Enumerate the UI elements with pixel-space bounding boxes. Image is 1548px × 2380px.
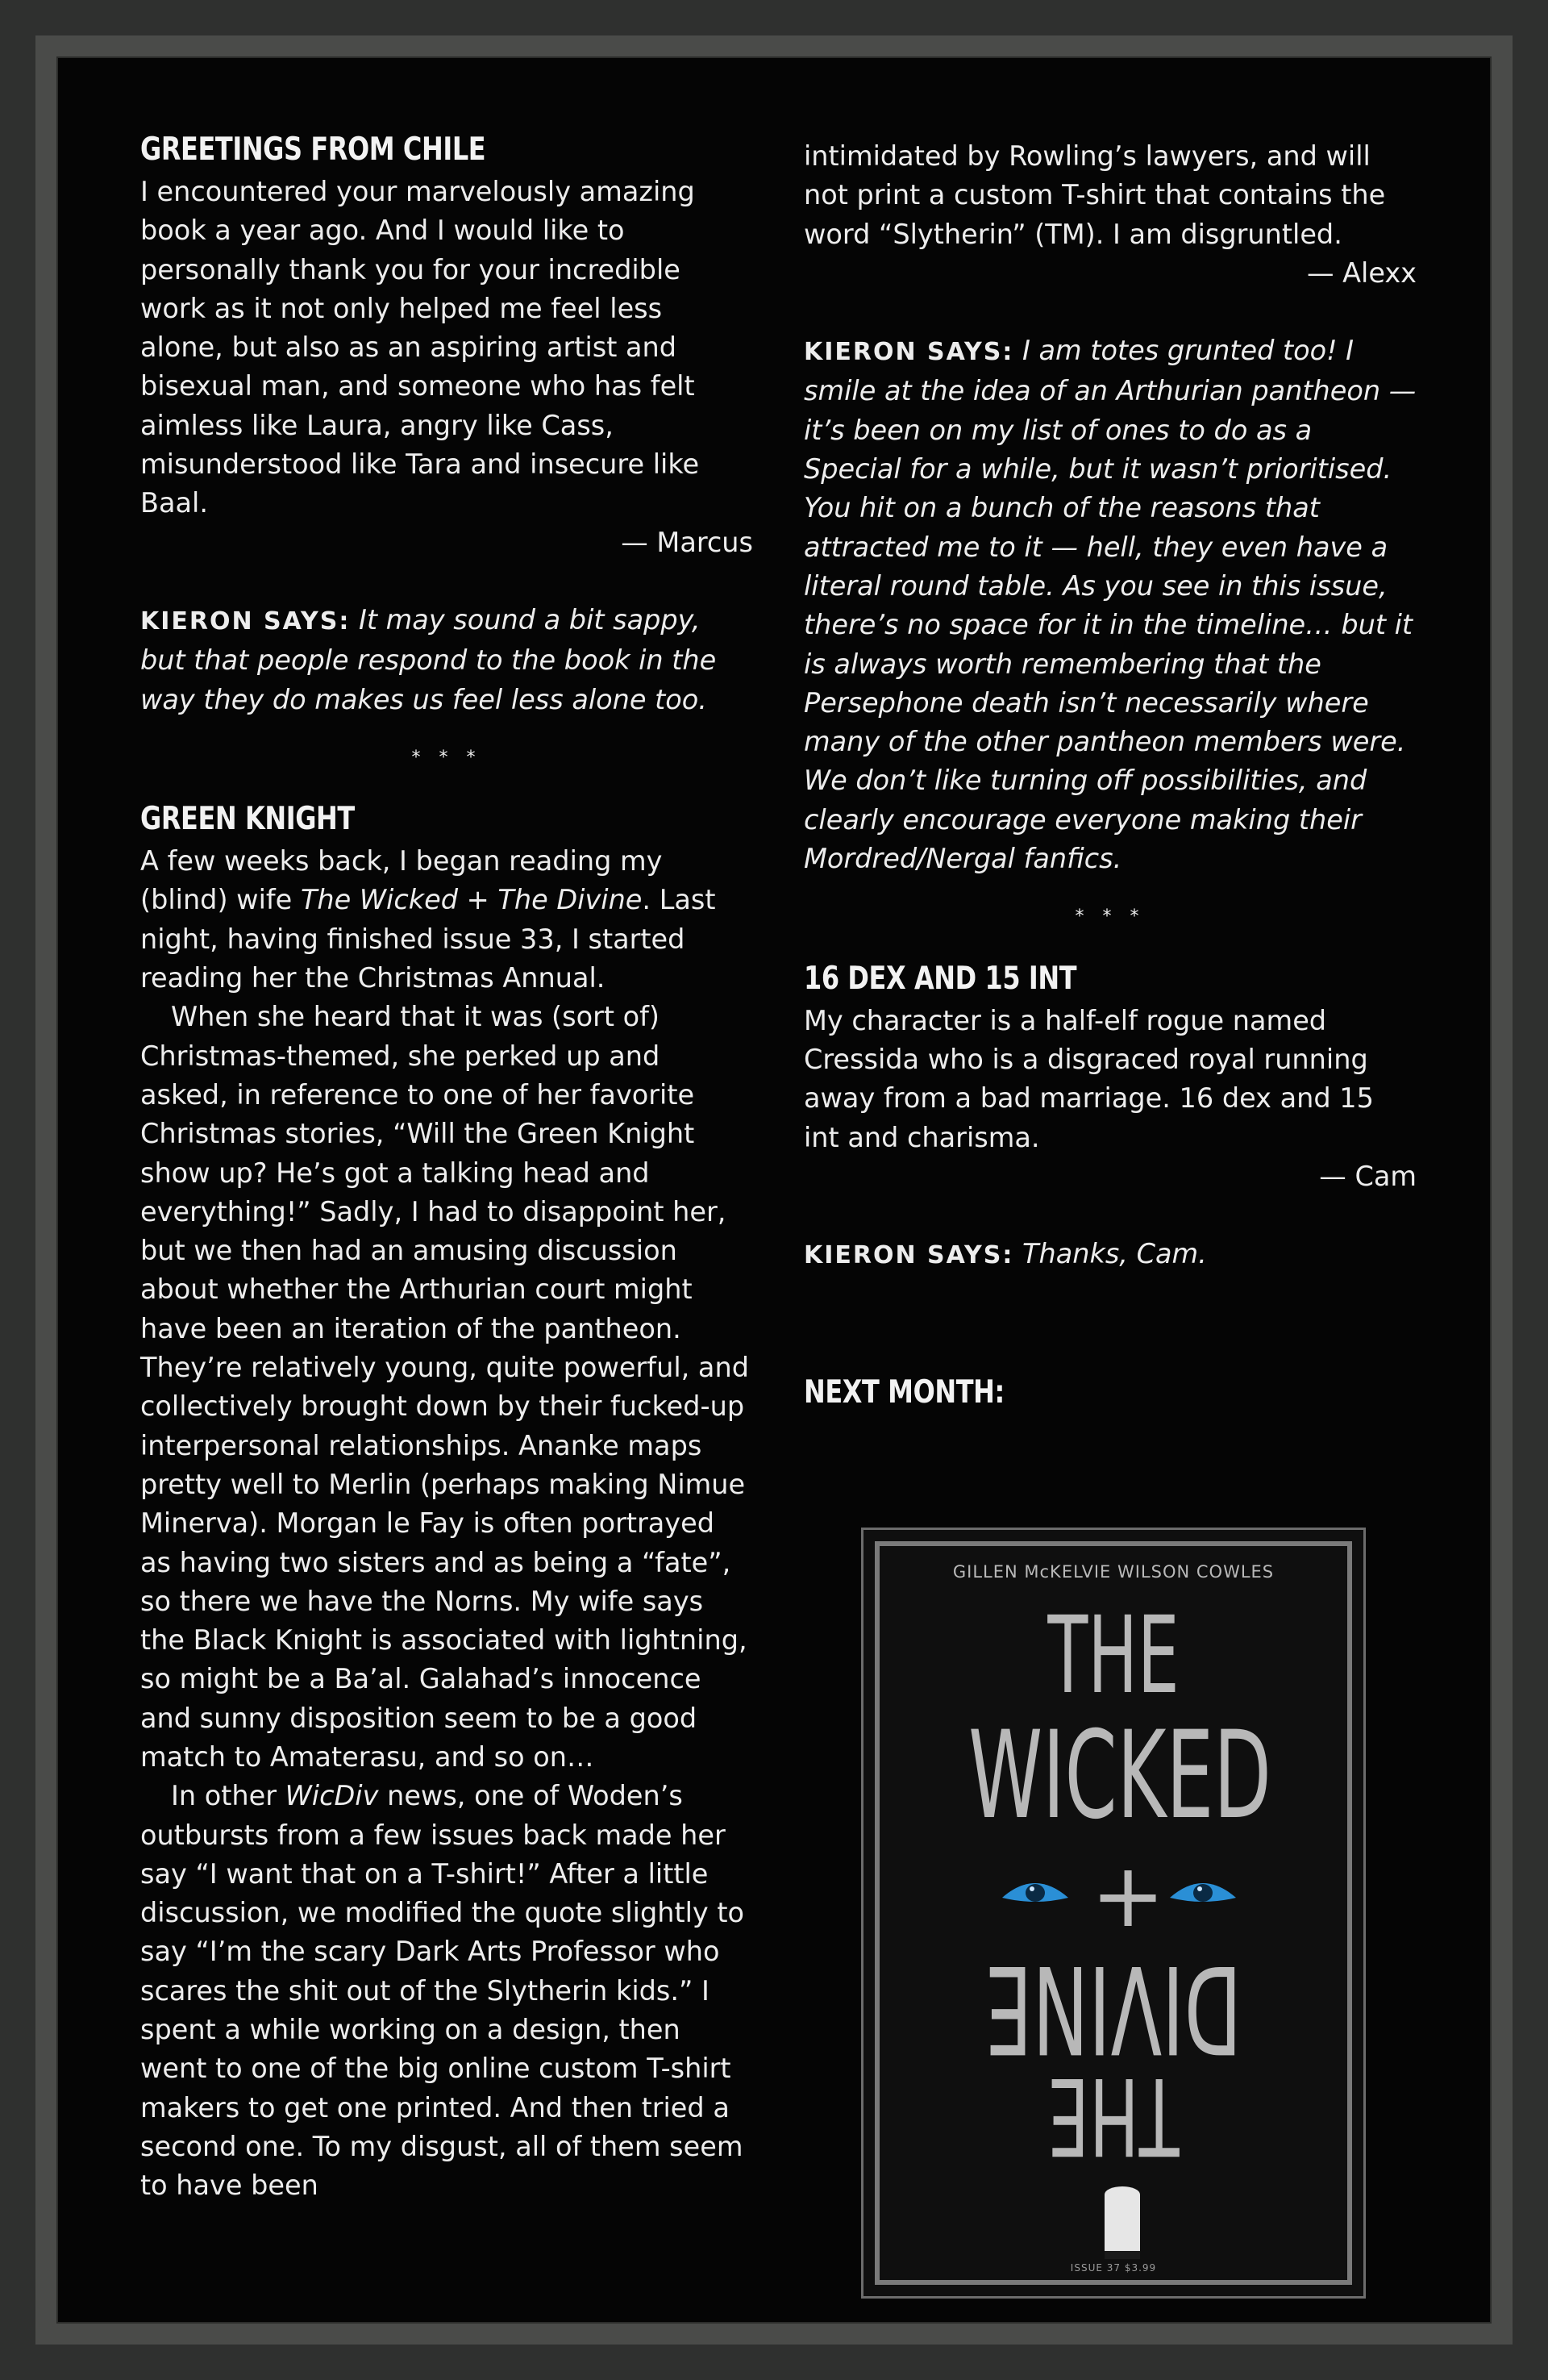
cover-issue-price: ISSUE 37 $3.99 <box>1070 2262 1157 2274</box>
letter-signature: — Cam <box>1319 1160 1417 1192</box>
letter-text: In other <box>171 1780 285 1812</box>
section-separator: * * * <box>1075 907 1146 927</box>
kieron-label: KIERON SAYS: <box>804 1241 1014 1270</box>
book-title: WicDiv <box>285 1780 379 1812</box>
right-column <box>804 137 1417 1415</box>
letter-body: When she heard that it was (sort of) Christmas-themed, she perked up and asked, in reference to one of her favorite Christmas stories, “Will the Green Knight show up? He’s got a talking head and everything!” Sadly, I had to disappoint her, but we then had an amusing discussion about whether the Arthurian court might have been an iteration of the pantheon. They’re relatively young, quite powerful, and collectively brought down by their fucked-up interpersonal relationships. Ananke maps pretty well to Merlin (perhaps making Nimue Minerva). Morgan le Fay is often portrayed as having two sisters and as being a “fate”, so there we have the Norns. My wife says the Black Knight is associated with lightning, so might be a Ba’al. Galahad’s innocence and sunny disposition seem to be a good match to Amaterasu, and so on… <box>140 1001 749 1773</box>
spacer <box>804 1275 1417 1370</box>
letter-body: I encountered your marvelously amazing book a year ago. And I would like to personally thank you for your incredible work as it not only helped me feel less alone, but also as an aspiring artist and bisexual man, and someone who has felt aimless like Laura, angry like Cass, misunderstood like Tara and insecure like Baal. <box>140 176 700 519</box>
left-column <box>140 127 753 2206</box>
kieron-label: KIERON SAYS: <box>140 606 351 636</box>
letter-body <box>140 842 753 998</box>
kieron-reply-text: I am totes grunted too! I smile at the idea of an Arthurian pantheon — it’s been on my list of ones to do as a Special for a while, but it wasn’t prioritised. You hit on a bunch of the reasons that attracted me to it — hell, they even have a literal round table. As you see in this issue, there’s no space for it in the timeline… but it is always worth remembering that the Persephone death isn’t necessarily where many of the other pantheon members were. We don’t like turning off possibilities, and clearly encourage everyone making their Mordred/Nergal fanfics. <box>804 335 1417 875</box>
kieron-reply-text: It may sound a bit sappy, but that people respond to the book in the way they do makes us feel less alone too. <box>140 603 717 715</box>
letter-signature: — Alexx <box>1306 256 1417 289</box>
letter-body <box>140 1777 753 2205</box>
image-comics-logo-icon <box>1102 2183 1142 2261</box>
eye-icon <box>1168 1874 1238 1907</box>
cover-title-the: THE <box>1047 1594 1180 1718</box>
cover-eyes-row <box>880 1844 1347 1947</box>
letter-heading: GREEN KNIGHT <box>140 801 355 838</box>
kieron-reply <box>804 1235 1417 1275</box>
cover-credits: GILLEN McKELVIE WILSON COWLES <box>952 1562 1275 1582</box>
section-separator: * * * <box>411 747 482 768</box>
eye-icon <box>1001 1874 1070 1907</box>
cover-title-divine: DIVINE <box>984 1938 1242 2078</box>
next-month-heading: NEXT MONTH: <box>804 1374 1005 1411</box>
kieron-reply <box>140 601 753 719</box>
kieron-label: KIERON SAYS: <box>804 338 1014 367</box>
kieron-reply <box>804 331 1417 878</box>
letter-body: My character is a half-elf rogue named Cressida who is a disgraced royal running away from a bad marriage. 16 dex and 15 int and charisma. <box>804 1004 1374 1153</box>
cover-frame <box>875 1541 1352 2285</box>
cover-plus: + <box>1091 1844 1166 1947</box>
cover-title-wicked: WICKED <box>968 1706 1271 1846</box>
spacer <box>804 937 1417 957</box>
spacer <box>804 293 1417 331</box>
letter-heading: 16 DEX AND 15 INT <box>804 960 1077 997</box>
cover-title-the-inverted: THE <box>1047 2053 1180 2178</box>
letters-page <box>58 58 1490 2322</box>
spacer <box>140 719 753 739</box>
letter-text: . Last night, having finished issue 33, I started reading her the Christmas Annual. <box>140 884 716 994</box>
spacer <box>140 777 753 797</box>
spacer <box>804 878 1417 898</box>
spacer <box>804 1196 1417 1235</box>
letter-text: A few weeks back, I began reading my (blind) wife <box>140 845 663 916</box>
letter-signature: — Marcus <box>621 526 753 558</box>
letter-heading: GREETINGS FROM CHILE <box>140 131 486 168</box>
kieron-reply-text: Thanks, Cam. <box>1022 1238 1207 1270</box>
letter-body: intimidated by Rowling’s lawyers, and will not print a custom T-shirt that contains the word “Slytherin” (TM). I am disgruntled. <box>804 140 1386 250</box>
book-title: The Wicked + The Divine <box>300 884 643 916</box>
spacer <box>140 562 753 601</box>
next-issue-cover <box>861 1528 1366 2299</box>
letter-text: news, one of Woden’s outbursts from a few issues back made her say “I want that on a T-shirt!” After a little discussion, we modified the quote slightly to say “I’m the scary Dark Arts Professor who scares the shit out of the Slytherin kids.” I spent a while working on a design, then went to one of the big online custom T-shirt makers to get one printed. And then tried a second one. To my disgust, all of them seem to have been <box>140 1780 745 2202</box>
